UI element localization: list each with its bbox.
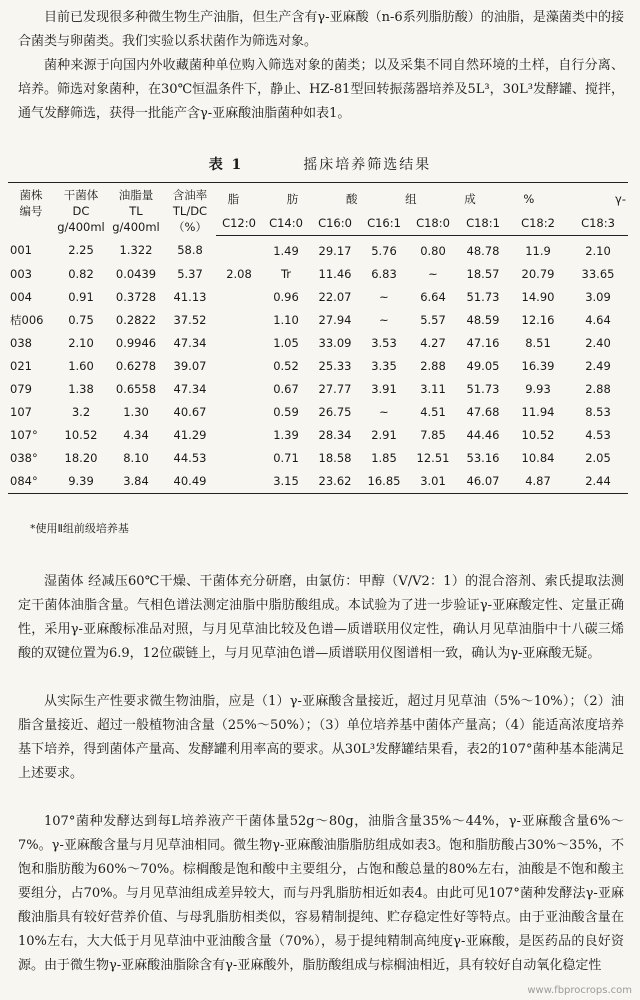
header-strain xyxy=(8,183,54,236)
table-row xyxy=(8,332,628,355)
table-title xyxy=(0,154,640,174)
screening-results-table xyxy=(8,182,628,494)
table-cell: 26.75 xyxy=(318,404,352,419)
table-cell: 18.58 xyxy=(318,450,352,465)
table-cell: 2.40 xyxy=(585,335,611,350)
table-cell: 003 xyxy=(10,266,32,281)
header-gamma: γ- xyxy=(568,183,628,207)
table-cell: ~ xyxy=(379,289,389,304)
header-dry-cell-line3: g/400ml xyxy=(57,220,105,234)
table-cell: 4.53 xyxy=(585,427,611,442)
header-c16-0: C16:0 xyxy=(310,207,360,235)
table-cell: 10.84 xyxy=(521,450,555,465)
table-cell: 4.51 xyxy=(420,404,446,419)
table-cell: 9.39 xyxy=(54,470,108,494)
watermark: www.fbprocrops.com xyxy=(527,985,632,996)
table-cell: 107° xyxy=(10,427,38,442)
table-cell: 1.39 xyxy=(273,427,299,442)
header-c18-0: C18:0 xyxy=(408,207,458,235)
table-cell: 1.30 xyxy=(123,404,149,419)
table-cell: 27.94 xyxy=(318,312,352,327)
table-cell: 4.64 xyxy=(585,312,611,327)
table-cell: 8.53 xyxy=(585,404,611,419)
table-cell: 46.07 xyxy=(458,470,508,494)
table-cell: 0.2822 xyxy=(115,312,157,327)
table-cell: ~ xyxy=(379,312,389,327)
table-cell: 47.34 xyxy=(173,381,207,396)
table-footnote: *使用Ⅱ组前级培养基 xyxy=(30,522,129,535)
table-cell: 28.34 xyxy=(318,427,352,442)
table-body xyxy=(8,235,628,493)
table-cell: 12.51 xyxy=(416,450,450,465)
table-cell: 49.05 xyxy=(466,358,500,373)
header-c12-0: C12:0 xyxy=(216,207,262,235)
table-cell: 0.52 xyxy=(273,358,299,373)
table-cell: 6.83 xyxy=(371,266,397,281)
header-dry-cell-line1: 干菌体 xyxy=(63,188,99,202)
table-cell xyxy=(216,235,262,263)
table-cell: 33.09 xyxy=(318,335,352,350)
table-cell: 0.91 xyxy=(68,289,94,304)
table-row xyxy=(8,424,628,447)
header-c16-1: C16:1 xyxy=(360,207,408,235)
table-cell: 0.96 xyxy=(273,289,299,304)
table-cell: 37.52 xyxy=(173,312,207,327)
table-cell: 48.59 xyxy=(466,312,500,327)
table-cell: 1.49 xyxy=(273,243,299,258)
table-cell: 58.8 xyxy=(177,243,203,258)
table-row xyxy=(8,447,628,470)
table-cell: 4.34 xyxy=(123,427,149,442)
table-cell: 0.67 xyxy=(273,381,299,396)
table-cell: 41.13 xyxy=(173,289,207,304)
table-cell: 038° xyxy=(10,450,38,465)
table-cell: 16.85 xyxy=(360,470,408,494)
table-cell: ~ xyxy=(428,266,438,281)
table-row xyxy=(8,470,628,494)
table-cell: 22.07 xyxy=(318,289,352,304)
header-oil-line2: TL xyxy=(129,204,143,218)
header-fatty-acid-group: 脂 肪 酸 组 成 % xyxy=(216,183,568,207)
table-cell: 0.9946 xyxy=(115,335,157,350)
table-cell: 9.93 xyxy=(525,381,551,396)
header-c18-2: C18:2 xyxy=(508,207,568,235)
table-cell xyxy=(216,378,262,401)
table-cell: 0.80 xyxy=(420,243,446,258)
table-cell: 084° xyxy=(8,470,54,494)
table-cell: 0.59 xyxy=(273,404,299,419)
header-oil xyxy=(108,183,164,236)
header-strain-line2: 编号 xyxy=(19,204,43,218)
table-cell: 001 xyxy=(10,243,32,258)
table-cell xyxy=(216,424,262,447)
table-cell: 1.05 xyxy=(273,335,299,350)
table-cell: 5.37 xyxy=(177,266,203,281)
header-dry-cell xyxy=(54,183,108,236)
table-cell: ~ xyxy=(379,404,389,419)
header-oil-content-line3: （%） xyxy=(173,220,207,234)
table-cell: 33.65 xyxy=(581,266,615,281)
intro-paragraph: 目前已发现很多种微生物生产油脂，但生产含有γ-亚麻酸（n-6系列脂肪酸）的油脂，是藻菌类中的接合菌类与卵菌类。我们实验以系状菌作为筛选对象。 xyxy=(18,10,624,49)
table-cell: 47.68 xyxy=(466,404,500,419)
table-cell xyxy=(216,332,262,355)
table-cell: 10.52 xyxy=(521,427,555,442)
table-cell: 2.88 xyxy=(585,381,611,396)
table-cell: 40.49 xyxy=(164,470,216,494)
table-cell: 1.38 xyxy=(68,381,94,396)
table-cell: 5.76 xyxy=(371,243,397,258)
header-oil-line3: g/400ml xyxy=(112,220,160,234)
table-cell xyxy=(216,355,262,378)
table-cell: 8.51 xyxy=(525,335,551,350)
table-cell xyxy=(216,447,262,470)
table-cell: 44.46 xyxy=(466,427,500,442)
table-cell: 2.05 xyxy=(585,450,611,465)
table-cell: 021 xyxy=(10,358,32,373)
table-cell: 18.57 xyxy=(466,266,500,281)
table-cell: 3.15 xyxy=(262,470,310,494)
header-c14-0: C14:0 xyxy=(262,207,310,235)
table-cell: 12.16 xyxy=(521,312,555,327)
table-cell: 3.91 xyxy=(371,381,397,396)
table-cell: 8.10 xyxy=(123,450,149,465)
table-cell: 2.49 xyxy=(585,358,611,373)
table-cell: 47.16 xyxy=(466,335,500,350)
table-caption: 摇床培养筛选结果 xyxy=(303,157,432,173)
table-cell: 29.17 xyxy=(318,243,352,258)
table-cell: 20.79 xyxy=(521,266,555,281)
table-cell: 18.20 xyxy=(64,450,98,465)
table-cell: 47.34 xyxy=(173,335,207,350)
table-cell: 038 xyxy=(10,335,32,350)
table-cell: 2.25 xyxy=(68,243,94,258)
table-cell: 53.16 xyxy=(466,450,500,465)
table-cell: Tr xyxy=(280,266,292,281)
requirements-paragraph: 从实际生产性要求微生物油脂，应是（1）γ-亚麻酸含量接近，超过月见草油（5%～10%）；（2）油脂含量接近、超过一般植物油含量（25%～50%）；（3）单位培养基中菌体产量高；（4）能适高浓度培养基下培养，得到菌体产量高、发酵罐利用率高的要求。从30L³发酵罐结果看，表2的107°菌种基本能满足上述要求。 xyxy=(18,694,624,781)
table-cell: 2.10 xyxy=(68,335,94,350)
table-cell: 41.29 xyxy=(173,427,207,442)
table-cell: 0.6278 xyxy=(115,358,157,373)
table-cell: 1.322 xyxy=(119,243,153,258)
table-cell: 51.73 xyxy=(466,381,500,396)
table-row xyxy=(8,309,628,332)
table-row xyxy=(8,286,628,309)
table-cell: 44.53 xyxy=(173,450,207,465)
table-row xyxy=(8,378,628,401)
table-cell: 14.90 xyxy=(521,289,555,304)
table-cell: 2.10 xyxy=(585,243,611,258)
table-cell: 0.71 xyxy=(273,450,299,465)
table-cell: 3.2 xyxy=(71,404,91,419)
method-paragraph: 湿菌体 经减压60℃干燥、干菌体充分研磨，由氯仿：甲醇（V/V2：1）的混合溶剂、索氏提取法测定干菌体油脂含量。气相色谱法测定油脂中脂肪酸组成。本试验为了进一步验证γ-亚麻酸定性、定量正确性，采用γ-亚麻酸标准品对照，与月见草油比较及色谱—质谱联用仪定性，确认月见草油脂中十八碳三烯酸的双键位置为6.9，12位碳链上，与月见草油色谱—质谱联用仪图谱相一致，确认为γ-亚麻酸无疑。 xyxy=(18,574,624,661)
header-strain-line1: 菌株 xyxy=(19,188,43,202)
table-cell: 27.77 xyxy=(318,381,352,396)
table-cell: 2.08 xyxy=(226,266,252,281)
table-row xyxy=(8,401,628,424)
table-cell: 51.73 xyxy=(466,289,500,304)
table-cell: 16.39 xyxy=(521,358,555,373)
header-oil-content xyxy=(164,183,216,236)
table-cell: 6.64 xyxy=(420,289,446,304)
strain-source-paragraph: 菌种来源于向国内外收藏菌种单位购入筛选对象的菌类；以及采集不同自然环境的土样，自行分离、培养。筛选对象菌种，在30℃恒温条件下，静止、HZ-81型回转振荡器培养及5L³，30L³发酵罐、搅拌，通气发酵筛选，获得一批能产含γ-亚麻酸油脂菌种如表1。 xyxy=(18,58,624,121)
table-cell: 11.9 xyxy=(525,243,551,258)
table-cell: 0.3728 xyxy=(115,289,157,304)
table-cell: 0.75 xyxy=(68,312,94,327)
table-cell: 3.01 xyxy=(408,470,458,494)
table-cell: 2.88 xyxy=(420,358,446,373)
table-row xyxy=(8,355,628,378)
table-cell xyxy=(216,309,262,332)
table-cell xyxy=(216,286,262,309)
table-cell: 2.44 xyxy=(568,470,628,494)
table-cell: 3.53 xyxy=(371,335,397,350)
table-cell: 3.11 xyxy=(420,381,446,396)
table-cell: 25.33 xyxy=(318,358,352,373)
header-c18-1: C18:1 xyxy=(458,207,508,235)
table-cell: 2.91 xyxy=(371,427,397,442)
table-cell: 桔006 xyxy=(10,312,44,327)
header-oil-content-line2: TL/DC xyxy=(172,204,208,218)
table-cell: 0.6558 xyxy=(115,381,157,396)
header-dry-cell-line2: DC xyxy=(72,204,90,218)
table-cell: 39.07 xyxy=(173,358,207,373)
table-cell: 11.94 xyxy=(521,404,555,419)
table-cell: 3.35 xyxy=(371,358,397,373)
table-cell: 3.84 xyxy=(108,470,164,494)
table-cell: 1.85 xyxy=(371,450,397,465)
table-number: 表 1 xyxy=(208,157,244,173)
table-row xyxy=(8,263,628,286)
table-row xyxy=(8,235,628,263)
table-cell: 0.0439 xyxy=(115,266,157,281)
table-cell: 3.09 xyxy=(585,289,611,304)
table-header-row-1 xyxy=(8,183,628,207)
table-cell: 11.46 xyxy=(318,266,352,281)
table-cell: 1.10 xyxy=(273,312,299,327)
table-cell: 48.78 xyxy=(466,243,500,258)
table-cell: 40.67 xyxy=(173,404,207,419)
table-cell: 107 xyxy=(10,404,32,419)
table-cell: 23.62 xyxy=(310,470,360,494)
table-cell xyxy=(216,401,262,424)
table-cell: 4.87 xyxy=(508,470,568,494)
table-cell: 0.82 xyxy=(68,266,94,281)
table-cell: 1.60 xyxy=(68,358,94,373)
table-cell: 4.27 xyxy=(420,335,446,350)
results-paragraph: 107°菌种发酵达到每L培养液产干菌体量52g～80g，油脂含量35%～44%，γ-亚麻酸含量6%～7%。γ-亚麻酸含量与月见草油相同。微生物γ-亚麻酸油脂脂肪组成如表3。饱和脂肪酸占30%～35%，不饱和脂肪酸为60%～70%。棕榈酸是饱和酸中主要组分，占饱和酸总量的80%左右，油酸是不饱和酸主要组分，占70%。与月见草油组成差异较大，而与丹乳脂肪相近如表4。由此可见107°菌种发酵法γ-亚麻酸油脂具有较好营养价值、与母乳脂肪相类似，容易精制提纯、贮存稳定性好等特点。由于亚油酸含量在10%左右，大大低于月见草油中亚油酸含量（70%），易于提纯精制高纯度γ-亚麻酸，是医药品的良好资源。由于微生物γ-亚麻酸油脂除含有γ-亚麻酸外，脂肪酸组成与棕榈油相近，具有较好自动氧化稳定性 xyxy=(18,814,624,973)
header-oil-line1: 油脂量 xyxy=(118,188,154,202)
table-cell: 7.85 xyxy=(420,427,446,442)
table-cell: 5.57 xyxy=(420,312,446,327)
header-c18-3: C18:3 xyxy=(568,207,628,235)
table-cell: 079 xyxy=(10,381,32,396)
header-oil-content-line1: 含油率 xyxy=(172,188,208,202)
table-cell: 10.52 xyxy=(64,427,98,442)
table-cell: 004 xyxy=(10,289,32,304)
table-cell xyxy=(216,470,262,494)
